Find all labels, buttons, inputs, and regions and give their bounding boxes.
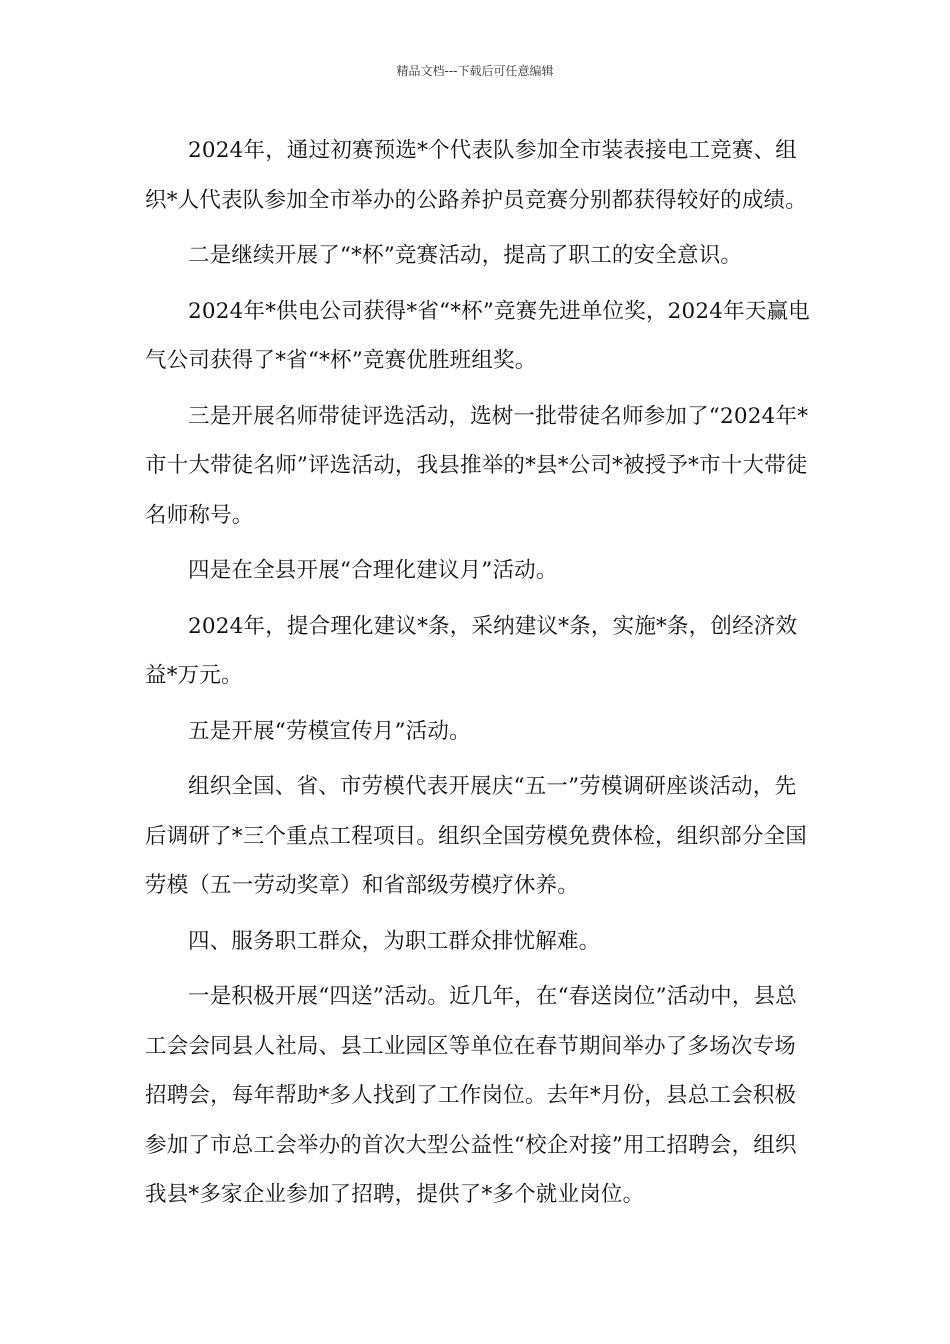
page-header: 精品文档---下载后可任意编辑	[396, 64, 554, 78]
paragraph-2: 二是继续开展了“*杯”竞赛活动，提高了职工的安全意识。	[188, 243, 743, 268]
paragraph-9: 四、服务职工群众，为职工群众排忧解难。	[188, 928, 601, 954]
paragraph-3: 2024年*供电公司获得*省“*杯”竞赛先进单位奖，2024年天赢电气公司获得了*省“*杯”竞赛优胜班组奖。	[145, 298, 810, 373]
paragraph-7: 五是开展“劳模宣传月”活动。	[188, 718, 471, 744]
paragraph-8: 组织全国、省、市劳模代表开展庆“五一”劳模调研座谈活动，先后调研了*三个重点工程项目。组织全国劳模免费体检，组织部分全国劳模（五一劳动奖章）和省部级劳模疗休养。	[145, 774, 807, 898]
paragraph-1: 2024年，通过初赛预选*个代表队参加全市装表接电工竞赛、组织*人代表队参加全市举办的公路养护员竞赛分别都获得较好的成绩。	[145, 138, 807, 213]
paragraph-4: 三是开展名师带徒评选活动，选树一批带徒名师参加了“2024年*市十大带徒名师”评选活动，我县推举的*县*公司*被授予*市十大带徒名师称号。	[145, 403, 809, 528]
paragraph-6: 2024年，提合理化建议*条，采纳建议*条，实施*条，创经济效益*万元。	[145, 613, 798, 688]
document-body	[145, 126, 815, 1226]
paragraph-5: 四是在全县开展“合理化建议月”活动。	[188, 558, 558, 583]
paragraph-10: 一是积极开展“四送”活动。近几年，在“春送岗位”活动中，县总工会会同县人社局、县工业园区等单位在春节期间举办了多场次专场招聘会，每年帮助*多人找到了工作岗位。去年*月份，县总工会积极参加了市总工会举办的首次大型公益性“校企对接”用工招聘会，组织我县*多家企业参加了招聘，提供了*多个就业岗位。	[145, 984, 797, 1207]
